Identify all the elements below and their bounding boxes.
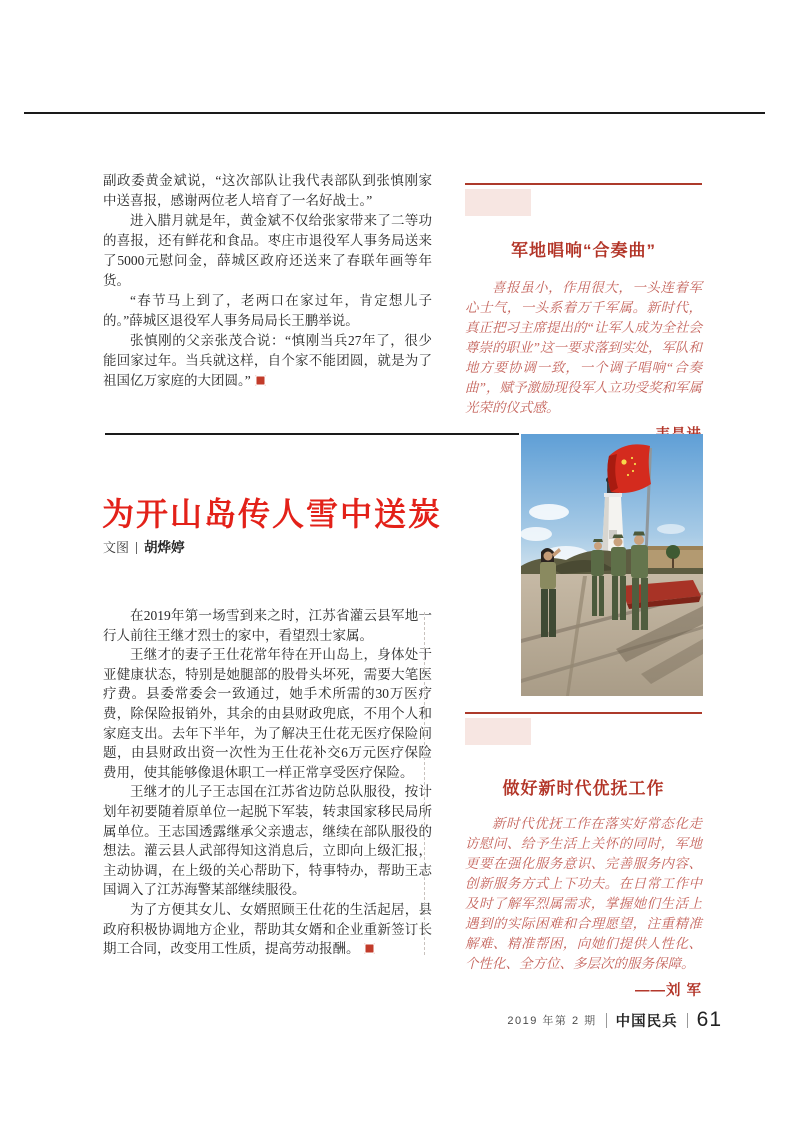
byline-label: 文图 bbox=[103, 540, 130, 555]
article-title: 为开山岛传人雪中送炭 bbox=[102, 496, 443, 533]
paragraph: 在2019年第一场雪到来之时，江苏省灌云县军地一行人前往王继才烈士的家中，看望烈士家属。 bbox=[103, 608, 432, 643]
quote-box-rule bbox=[465, 183, 702, 185]
paragraph: 为了方便其女儿、女婿照顾王仕花的生活起居，县政府积极协调地方企业，帮助其女婿和企业重新签订长期工合同，改变用工性质，提高劳动报酬。 bbox=[103, 901, 432, 957]
island-flag-raising-photo bbox=[521, 434, 703, 696]
footer-separator bbox=[606, 1013, 607, 1028]
article-end-mark-icon bbox=[255, 375, 266, 386]
quote-box-title: 做好新时代优抚工作 bbox=[502, 779, 665, 798]
page-footer bbox=[507, 1008, 722, 1032]
quote-box-signature: ——刘 军 bbox=[634, 983, 702, 999]
footer-separator bbox=[687, 1013, 688, 1028]
quote-box-title: 军地唱响“合奏曲” bbox=[511, 241, 656, 260]
paragraph: 副政委黄金斌说，“这次部队让我代表部队到张慎刚家中送喜报，感谢两位老人培育了一名好战士。” bbox=[103, 173, 432, 208]
paragraph: 进入腊月就是年，黄金斌不仅给张家带来了二等功的喜报，还有鲜花和食品。枣庄市退役军人事务局送来了5000元慰问金，薛城区政府还送来了春联年画等年货。 bbox=[103, 213, 432, 288]
footer-issue: 2019 年第 2 期 bbox=[507, 1015, 597, 1027]
top-divider-rule bbox=[24, 112, 765, 114]
article-divider-rule bbox=[105, 433, 519, 435]
article-body-text bbox=[103, 606, 432, 959]
quote-box-rule bbox=[465, 712, 702, 714]
quote-box-body: 新时代优抚工作在落实好常态化走访慰问、给予生活上关怀的同时，军地更要在强化服务意识、完善服务内容、创新服务方式上下功夫。在日常工作中及时了解军烈属需求，掌握她们生活上遇到的实际困难和合理愿望，注重精准解难、精准帮困，向她们提供人性化、个性化、全方位、多层次的服务保障。 bbox=[465, 816, 702, 971]
quote-box-preferential-care bbox=[465, 712, 702, 1000]
top-article-text bbox=[103, 171, 432, 391]
paragraph: “春节马上到了，老两口在家过年，肯定想儿子的。”薛城区退役军人事务局局长王鹏举说。 bbox=[103, 293, 432, 328]
quote-box-pink-block bbox=[465, 718, 531, 745]
article-end-mark-icon bbox=[364, 943, 375, 954]
byline-author: 胡烨婷 bbox=[144, 540, 185, 555]
byline bbox=[103, 536, 185, 556]
paragraph: 王继才的儿子王志国在江苏省边防总队服役，按计划年初要随着原单位一起脱下军装，转隶国家移民局所属单位。王志国透露继承父亲遗志，继续在部队服役的想法。灌云县人武部得知这消息后，立即向上级汇报，主动协调，在上级的关心帮助下，特事特办，帮助王志国调入了江苏海警某部继续服役。 bbox=[103, 784, 432, 898]
paragraph: 张慎刚的父亲张茂合说：“慎刚当兵27年了，很少能回家过年。当兵就这样，自个家不能团圆，就是为了祖国亿万家庭的大团圆。” bbox=[103, 333, 432, 388]
paragraph: 王继才的妻子王仕花常年待在开山岛上，身体处于亚健康状态，特别是她腿部的股骨头坏死，需要大笔医疗费。县委常委会一致通过，她手术所需的30万医疗费，除保险报销外，其余的由县财政兜底，不用个人和家庭支出。去年下半年，为了解决王仕花无医疗保险问题，由县财政出资一次性为王仕花补交6万元医疗保险费用，使其能够像退休职工一样正常享受医疗保险。 bbox=[103, 647, 432, 780]
quote-box-body: 喜报虽小，作用很大，一头连着军心士气，一头系着万千军属。新时代，真正把习主席提出的“让军人成为全社会尊崇的职业”这一要求落到实处，军队和地方要协调一致，一个调子唱响“合奏曲”，赋予激励现役军人立功受奖和军属光荣的仪式感。 bbox=[465, 280, 703, 415]
footer-page-number: 61 bbox=[696, 1008, 722, 1031]
quote-box-pink-block bbox=[465, 189, 531, 216]
column-dotted-rule bbox=[424, 612, 425, 955]
footer-magazine-name: 中国民兵 bbox=[615, 1013, 678, 1030]
byline-separator bbox=[136, 542, 137, 554]
quote-box-military-civil bbox=[465, 183, 702, 444]
